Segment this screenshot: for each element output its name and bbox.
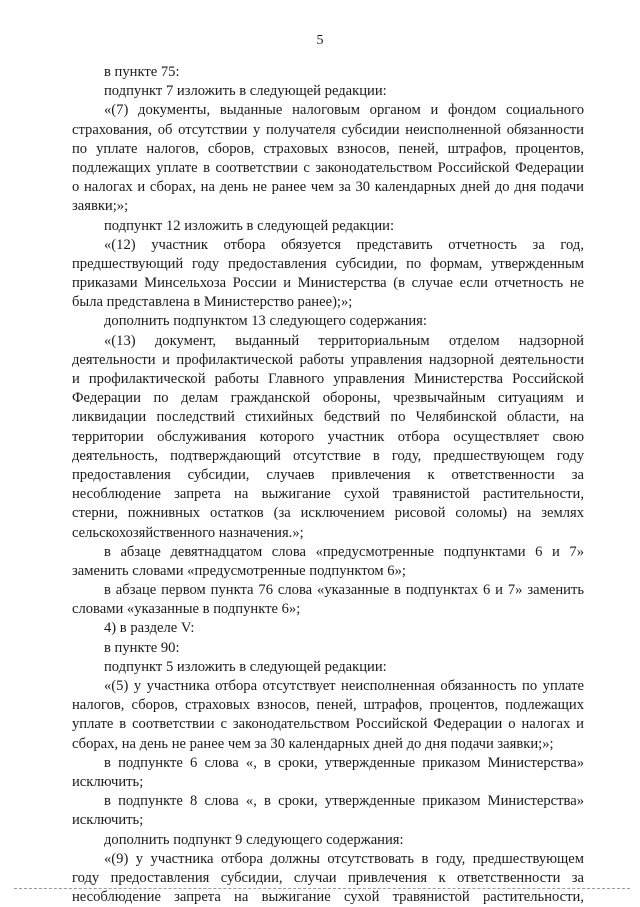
footer-divider	[14, 888, 630, 889]
text-line: в абзаце первом пункта 76 слова «указанные в подпунктах 6 и 7» заменить	[104, 582, 584, 599]
text-line: словами «указанные в подпункте 6»;	[72, 601, 301, 618]
text-line: подпункт 7 изложить в следующей редакции:	[104, 83, 387, 100]
text-line: году предоставления субсидии, случаи привлечения к ответственности за	[72, 869, 584, 886]
text-line: деятельность, подтверждающий отсутствие в году, предшествующем году	[72, 447, 584, 464]
text-line: в пункте 75:	[104, 64, 180, 80]
text-line: заявки;»;	[72, 198, 129, 215]
text-line: стерни, пожнивных остатков (за исключением рисовой соломы) на землях	[72, 505, 584, 522]
text-line: в пункте 90:	[104, 639, 180, 656]
text-line: налогов, сборов, страховых взносов, пеней, штрафов, процентов, подлежащих	[72, 697, 584, 714]
text-line: сельскохозяйственного назначения.»;	[72, 524, 304, 541]
text-line: была представлена в Министерство ранее);»;	[72, 294, 353, 311]
text-line: в подпункте 6 слова «, в сроки, утвержденные приказом Министерства»	[104, 754, 584, 771]
text-line: в абзаце девятнадцатом слова «предусмотренные подпунктами 6 и 7»	[104, 543, 584, 560]
text-line: подпункт 12 изложить в следующей редакции:	[104, 217, 395, 234]
text-line: дополнить подпунктом 13 следующего содержания:	[104, 313, 427, 330]
text-line: «(12) участник отбора обязуется представить отчетность за год,	[104, 236, 584, 253]
text-line: предшествующий году предоставления субсидии, по формам, утвержденным	[72, 255, 584, 272]
text-line: уплате в соответствии с законодательством Российской Федерации о налогах и	[72, 716, 584, 733]
text-line: 4) в разделе V:	[104, 620, 195, 637]
text-line: «(7) документы, выданные налоговым органом и фондом социального	[104, 102, 584, 119]
text-line: территории обслуживания которого участник отбора осуществляет свою	[72, 428, 584, 445]
text-line: «(5) у участника отбора отсутствует неисполненная обязанность по уплате	[104, 678, 584, 694]
text-line: Федерации по делам гражданской обороны, чрезвычайным ситуациям и	[72, 390, 584, 407]
text-line: и профилактической работы Главного управления Министерства Российской	[72, 371, 584, 387]
text-line: подлежащих уплате в соответствии с законодательством Российской Федерации	[72, 159, 584, 176]
text-line: приказами Минсельхоза России и Министерства (в случае если отчетность не	[72, 275, 584, 292]
text-line: «(13) документ, выданный территориальным отделом надзорной	[104, 332, 584, 349]
text-line: заменить словами «предусмотренные подпунктом 6»;	[72, 562, 406, 579]
text-line: «(9) у участника отбора должны отсутствовать в году, предшествующем	[104, 850, 584, 867]
text-line: несоблюдение запрета на выжигание сухой травянистой растительности,	[72, 486, 584, 503]
text-line: по уплате налогов, сборов, страховых взносов, пеней, штрафов, процентов,	[72, 140, 584, 157]
text-line: о налогах и сборах, на день не ранее чем за 30 календарных дней до дня подачи	[72, 179, 584, 196]
text-line: в подпункте 8 слова «, в сроки, утвержденные приказом Министерства»	[104, 793, 584, 810]
text-line: сборах, на день не ранее чем за 30 календарных дней до дня подачи заявки;»;	[72, 735, 554, 752]
text-line: ликвидации последствий стихийных бедствий по Челябинской области, на	[72, 409, 584, 426]
text-line: деятельности и профилактической работы управления надзорной деятельности	[72, 351, 584, 368]
text-line: страхования, об отсутствии у получателя субсидии неисполненной обязанности	[72, 121, 584, 138]
document-body	[72, 63, 584, 907]
text-line: исключить;	[72, 812, 144, 829]
text-line: дополнить подпункт 9 следующего содержания:	[104, 831, 404, 848]
text-line: предоставления субсидии, случаев привлечения к ответственности за	[72, 466, 584, 483]
text-line: подпункт 5 изложить в следующей редакции:	[104, 658, 387, 675]
page-number: 5	[316, 33, 324, 48]
text-line: несоблюдение запрета на выжигание сухой травянистой растительности,	[72, 889, 584, 906]
text-line: исключить;	[72, 773, 144, 790]
